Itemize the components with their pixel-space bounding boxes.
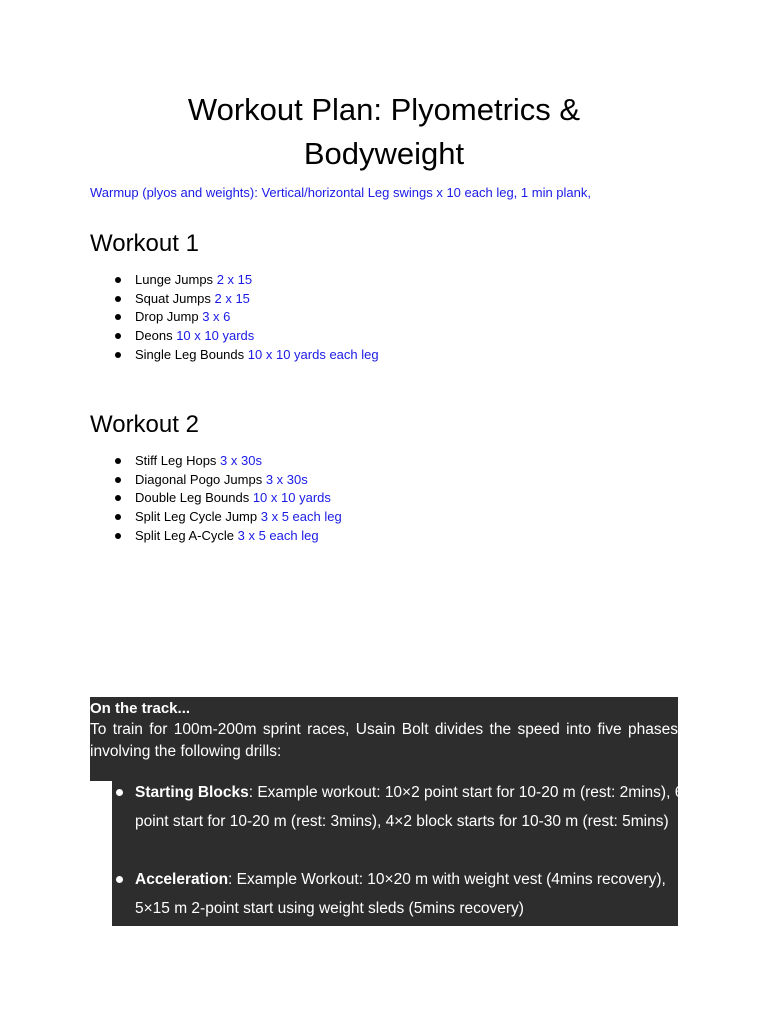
exercise-detail: 10 x 10 yards	[176, 328, 255, 344]
list-item	[90, 527, 342, 546]
exercise-name: Squat Jumps	[135, 290, 211, 306]
exercise-detail: 3 x 5 each leg	[260, 509, 342, 525]
workout1-heading: Workout 1	[90, 230, 199, 257]
exercise-detail: 3 x 5 each leg	[237, 527, 319, 543]
exercise-detail: 2 x 15	[214, 290, 250, 306]
exercise-detail: 2 x 15	[216, 272, 253, 287]
list-item	[90, 308, 379, 327]
track-drills-block	[112, 778, 701, 926]
exercise-name: Double Leg Bounds	[135, 490, 250, 506]
list-item	[90, 471, 342, 490]
list-item	[112, 865, 707, 923]
bullet-icon	[115, 533, 121, 539]
exercise-detail: 3 x 30s	[265, 471, 308, 487]
bullet-icon	[116, 789, 123, 796]
page-title-line1: Workout Plan: Plyometrics &	[187, 92, 581, 127]
bullet-icon	[115, 514, 121, 520]
list-item	[90, 271, 379, 290]
track-title: On the track...	[90, 700, 191, 717]
exercise-detail: 3 x 6	[202, 309, 231, 325]
warmup-text: Warmup (plyos and weights): Vertical/horizontal Leg swings x 10 each leg, 1 min plank,	[90, 185, 591, 200]
list-item	[90, 508, 342, 527]
exercise-detail: 10 x 10 yards each leg	[247, 346, 379, 362]
bullet-icon	[115, 458, 121, 464]
exercise-name: Split Leg A-Cycle	[135, 527, 234, 543]
list-item	[90, 290, 379, 309]
list-item	[90, 327, 379, 346]
bullet-icon	[115, 277, 121, 283]
exercise-name: Stiff Leg Hops	[135, 453, 217, 468]
track-intro-text: To train for 100m-200m sprint races, Usain Bolt divides the speed into five phases involving the following drills:	[90, 721, 678, 760]
bullet-icon	[115, 495, 121, 501]
workout2-list	[90, 452, 342, 546]
workout1-list	[90, 271, 379, 365]
page-title-line2: Bodyweight	[303, 136, 465, 171]
list-item	[90, 489, 342, 508]
list-item	[90, 346, 379, 365]
drill-label: Starting Blocks	[135, 784, 249, 801]
workout2-heading: Workout 2	[90, 411, 199, 438]
track-intro-block	[90, 697, 678, 781]
exercise-name: Split Leg Cycle Jump	[135, 509, 258, 525]
bullet-icon	[115, 477, 121, 483]
drill-label: Acceleration	[135, 871, 229, 888]
exercise-name: Deons	[135, 328, 173, 344]
exercise-name: Single Leg Bounds	[135, 346, 245, 362]
exercise-detail: 10 x 10 yards	[252, 490, 331, 506]
page-title	[0, 88, 768, 176]
bullet-icon	[115, 333, 121, 339]
drill-text: : Example workout: 10×2 point start for 10-20 m (rest: 2mins), 6×3 point start for 10-20 m (rest: 3mins), 4×2 block starts for 10-30 m (rest: 5mins)	[135, 784, 701, 830]
bullet-icon	[116, 876, 123, 883]
list-item	[112, 778, 707, 836]
bullet-icon	[115, 296, 121, 302]
list-item	[90, 452, 342, 471]
exercise-detail: 3 x 30s	[220, 453, 262, 468]
drill-text: : Example Workout: 10×20 m with weight vest (4mins recovery), 5×15 m 2-point start using weight sleds (5mins recovery)	[135, 871, 666, 917]
bullet-icon	[115, 352, 121, 358]
exercise-name: Drop Jump	[135, 309, 199, 325]
exercise-name: Lunge Jumps	[135, 272, 214, 287]
bullet-icon	[115, 314, 121, 320]
exercise-name: Diagonal Pogo Jumps	[135, 471, 263, 487]
